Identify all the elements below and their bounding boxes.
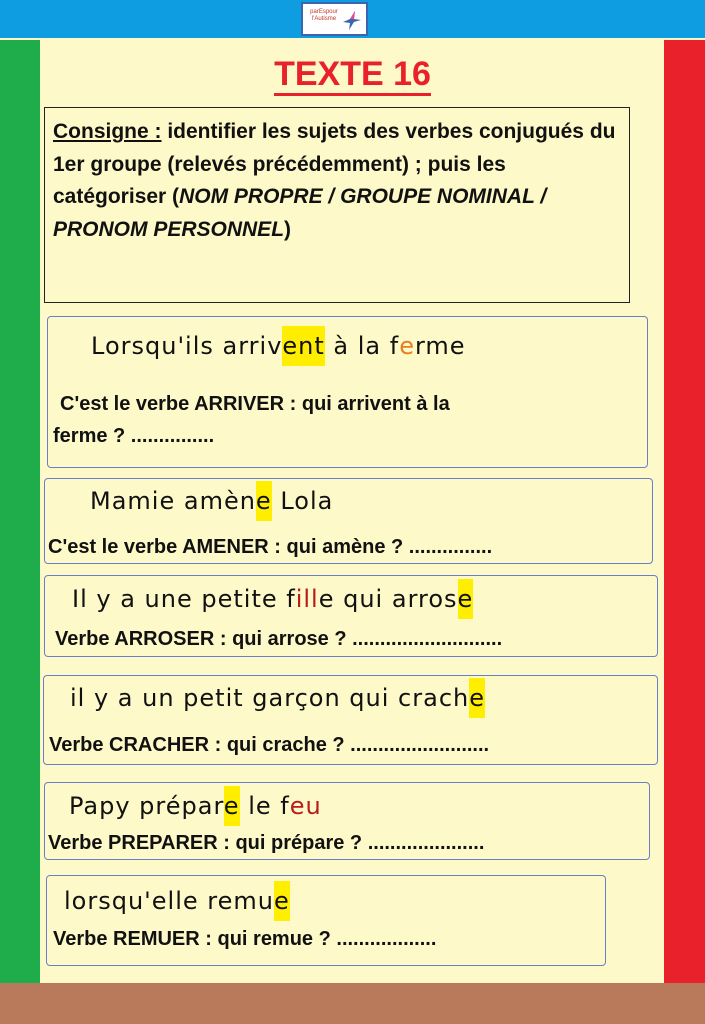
hummingbird-icon	[341, 8, 363, 32]
exercise-card-3	[44, 575, 658, 657]
question-text: Verbe REMUER : qui remue ? ..................	[53, 928, 437, 950]
sentence: il y a un petit garçon qui crache	[70, 682, 485, 714]
instruction-categories: NOM PROPRE / GROUPE NOMINAL / PRONOM PERSONNEL	[53, 185, 547, 241]
instruction-label: Consigne :	[53, 120, 162, 143]
question-text: Verbe CRACHER : qui crache ? .........................	[49, 734, 490, 756]
instruction-box	[44, 107, 630, 303]
exercise-card-6	[46, 875, 606, 966]
question-text: Verbe ARROSER : qui arrose ? ...........................	[55, 628, 503, 650]
verb-ending-highlight: e	[469, 678, 485, 718]
instruction-text: identifier les sujets des verbes conjugués du 1er groupe (relevés précédemment) ; puis les catégoriser (	[53, 120, 616, 208]
question-text: C'est le verbe ARRIVER : qui arrivent à la	[60, 393, 450, 415]
verb-ending-highlight: e	[224, 786, 240, 826]
sentence: Papy prépare le feu	[69, 790, 322, 822]
instruction-close: )	[284, 217, 292, 241]
sentence: Mamie amène Lola	[90, 485, 333, 517]
verb-ending-highlight: e	[458, 579, 474, 619]
exercise-card-5	[44, 782, 650, 860]
question-text: Verbe PREPARER : qui prépare ? .....................	[48, 832, 485, 854]
question-text: C'est le verbe AMENER : qui amène ? ...............	[48, 536, 493, 558]
verb-ending-highlight: e	[256, 481, 272, 521]
sentence: lorsqu'elle remue	[64, 885, 290, 917]
left-band	[0, 40, 40, 983]
logo-text: parEspour l'Autisme	[310, 9, 338, 22]
bottom-band	[0, 983, 705, 1024]
exercise-card-4	[43, 675, 658, 765]
logo	[301, 2, 368, 36]
exercise-card-2	[44, 478, 653, 564]
question-text-continued: ferme ? ...............	[53, 425, 215, 447]
page-title: TEXTE 16	[0, 54, 705, 94]
sentence: Il y a une petite fille qui arrose	[72, 583, 473, 615]
verb-ending-highlight: ent	[282, 326, 324, 366]
exercise-card-1	[47, 316, 648, 468]
right-band	[664, 40, 705, 983]
sentence: Lorsqu'ils arrivent à la ferme	[91, 330, 466, 362]
verb-ending-highlight: e	[274, 881, 290, 921]
top-bar	[0, 0, 705, 38]
